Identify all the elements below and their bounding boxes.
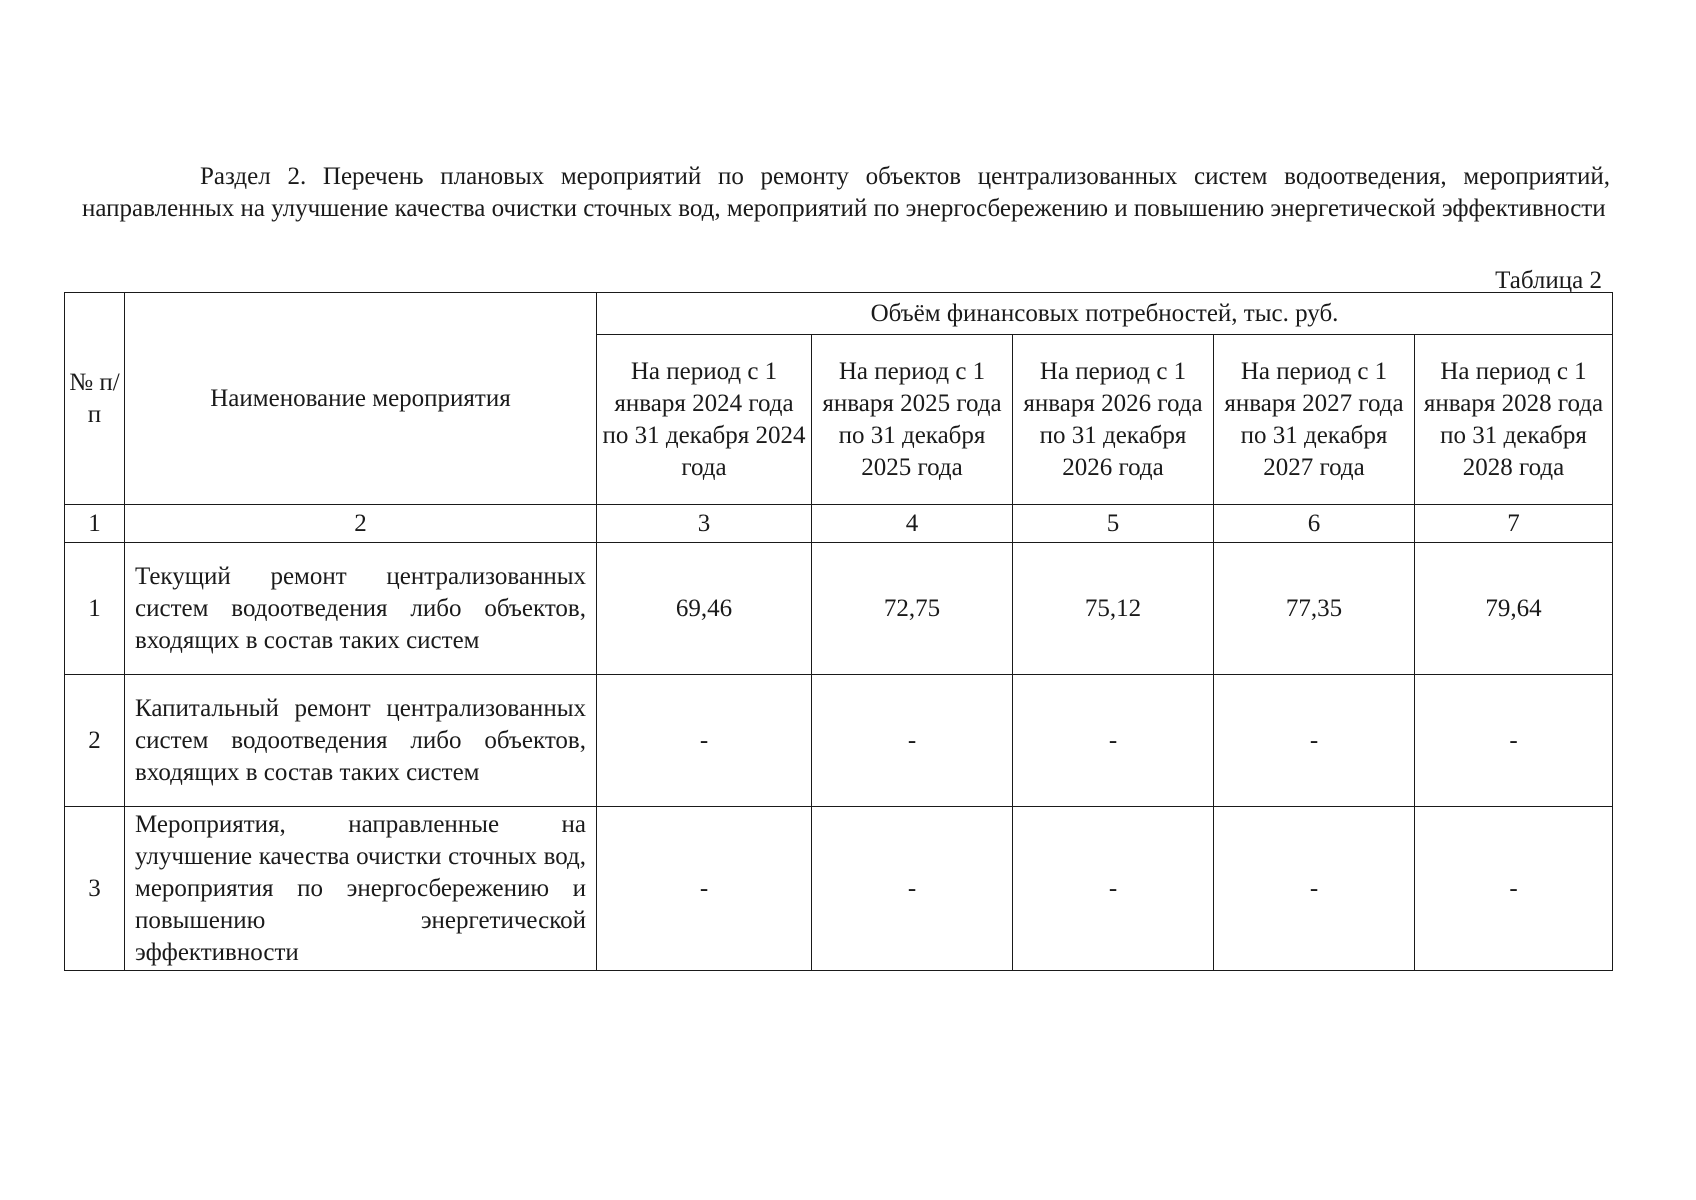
- table-label: Таблица 2: [1495, 267, 1602, 294]
- column-number: 3: [597, 505, 812, 543]
- table-row: [65, 675, 1613, 807]
- row-name: Капитальный ремонт централизованных систем водоотведения либо объектов, входящих в состав таких систем: [125, 675, 597, 807]
- header-row-group: [65, 293, 1613, 335]
- header-period-2028: На период с 1 января 2028 года по 31 декабря 2028 года: [1415, 335, 1613, 505]
- row-value: -: [1415, 807, 1613, 971]
- header-period-2024: На период с 1 января 2024 года по 31 декабря 2024 года: [597, 335, 812, 505]
- row-value: 77,35: [1214, 543, 1415, 675]
- column-number: 7: [1415, 505, 1613, 543]
- row-name: Мероприятия, направленные на улучшение качества очистки сточных вод, мероприятия по энергосбережению и повышению энергетической эффективности: [125, 807, 597, 971]
- column-number: 1: [65, 505, 125, 543]
- row-value: -: [812, 675, 1013, 807]
- header-financial-group: Объём финансовых потребностей, тыс. руб.: [597, 293, 1613, 335]
- row-value: -: [1415, 675, 1613, 807]
- row-value: -: [812, 807, 1013, 971]
- header-period-2027: На период с 1 января 2027 года по 31 декабря 2027 года: [1214, 335, 1415, 505]
- financial-needs-table: [64, 292, 1613, 971]
- row-value: 75,12: [1013, 543, 1214, 675]
- section-heading-text: Раздел 2. Перечень плановых мероприятий по ремонту объектов централизованных систем водоотведения, мероприятий, направленных на улучшение качества очистки сточных вод, мероприятий по энергосбережению и повышению энергетической эффективности: [82, 163, 1610, 222]
- row-value: -: [1013, 807, 1214, 971]
- row-value: -: [1013, 675, 1214, 807]
- column-number: 6: [1214, 505, 1415, 543]
- header-period-2025: На период с 1 января 2025 года по 31 декабря 2025 года: [812, 335, 1013, 505]
- header-period-2026: На период с 1 января 2026 года по 31 декабря 2026 года: [1013, 335, 1214, 505]
- row-value: -: [1214, 675, 1415, 807]
- table-row: [65, 543, 1613, 675]
- row-value: 69,46: [597, 543, 812, 675]
- row-value: -: [597, 675, 812, 807]
- row-number: 1: [65, 543, 125, 675]
- column-number: 2: [125, 505, 597, 543]
- row-value: -: [597, 807, 812, 971]
- row-number: 2: [65, 675, 125, 807]
- row-value: 79,64: [1415, 543, 1613, 675]
- row-number: 3: [65, 807, 125, 971]
- row-value: 72,75: [812, 543, 1013, 675]
- row-value: -: [1214, 807, 1415, 971]
- table-row: [65, 807, 1613, 971]
- column-number-row: [65, 505, 1613, 543]
- section-heading: [82, 161, 1610, 225]
- header-num: № п/п: [65, 293, 125, 505]
- header-name: Наименование мероприятия: [125, 293, 597, 505]
- column-number: 5: [1013, 505, 1214, 543]
- row-name: Текущий ремонт централизованных систем водоотведения либо объектов, входящих в состав таких систем: [125, 543, 597, 675]
- column-number: 4: [812, 505, 1013, 543]
